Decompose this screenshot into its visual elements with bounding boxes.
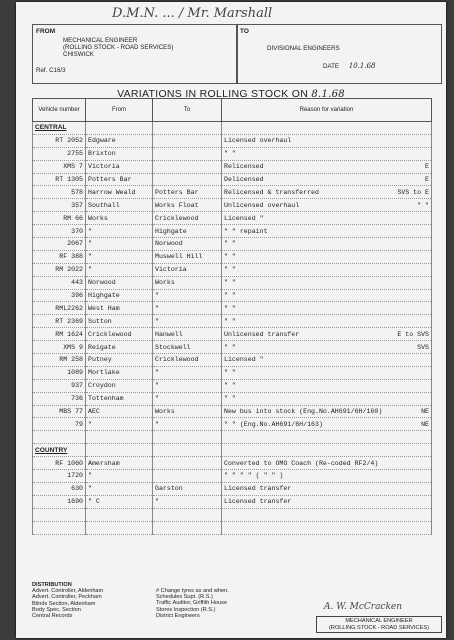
cell-reason [222, 431, 432, 444]
reason-text: Unlicensed transfer [224, 330, 300, 338]
cell-to: Potters Bar [153, 186, 222, 199]
signature-stamp [316, 616, 442, 633]
cell-from: Highgate [86, 289, 153, 302]
cell-to: Norwood [153, 238, 222, 251]
distribution-entry: # Change tyres as and when. [156, 588, 229, 594]
garage-note: E [425, 163, 429, 171]
date-label: DATE [323, 63, 340, 70]
reason-text: Licensed transfer [224, 485, 292, 493]
cell-vehicle: COUNTRY [33, 444, 86, 457]
cell-vehicle: 2067 [33, 238, 86, 251]
garage-note: NE [421, 408, 429, 416]
header-reason: Reason for variation [222, 99, 432, 122]
date-block [323, 63, 376, 70]
cell-vehicle: 396 [33, 289, 86, 302]
table-row [33, 225, 432, 238]
cell-to: Muswell Hill [153, 250, 222, 263]
cell-reason [222, 354, 432, 367]
table-row [33, 366, 432, 379]
reason-text: " " [224, 150, 236, 158]
from-line-1: MECHANICAL ENGINEER [63, 37, 138, 44]
cell-from: Works [86, 212, 153, 225]
reason-text: " " [224, 279, 236, 287]
cell-reason [222, 521, 432, 534]
cell-to: Works [153, 276, 222, 289]
header-vehicle: Vehicle number [33, 99, 86, 122]
table-row [33, 508, 432, 521]
cell-vehicle: CENTRAL [33, 122, 86, 135]
reason-text: Licensed " [224, 356, 264, 364]
table-row [33, 147, 432, 160]
cell-reason [222, 470, 432, 483]
section-row [33, 122, 432, 135]
table-row [33, 521, 432, 534]
cell-reason [222, 238, 432, 251]
variations-table [32, 98, 432, 535]
from-label: FROM [36, 28, 56, 35]
cell-vehicle: 736 [33, 392, 86, 405]
table-row [33, 302, 432, 315]
reason-text: Converted to OMO Coach (Re-coded RF2/4) [224, 459, 379, 467]
table-row [33, 392, 432, 405]
cell-to: " [153, 315, 222, 328]
distribution-entry: Central Records [32, 613, 73, 620]
table-row [33, 263, 432, 276]
section-row [33, 444, 432, 457]
reason-text: " " [224, 395, 236, 403]
cell-vehicle: 1690 [33, 495, 86, 508]
cell-vehicle: RF 388 [33, 250, 86, 263]
table-row [33, 328, 432, 341]
cell-to: " [153, 495, 222, 508]
table-row [33, 418, 432, 431]
distribution-entry: Body Spec. Section [32, 606, 81, 613]
table-row [33, 495, 432, 508]
cell-vehicle: XMS 9 [33, 341, 86, 354]
cell-reason [222, 457, 432, 470]
cell-from: Norwood [86, 276, 153, 289]
cell-from: Brixton [86, 147, 153, 160]
stamp-line-2: (ROLLING STOCK - ROAD SERVICES) [329, 624, 429, 631]
cell-vehicle: 937 [33, 379, 86, 392]
cell-from: Southall [86, 199, 153, 212]
to-label: TO [240, 28, 249, 35]
cell-vehicle: RF 1060 [33, 457, 86, 470]
garage-note: SVS to E [397, 188, 429, 196]
cell-vehicle: XMS 7 [33, 160, 86, 173]
document-sheet [16, 2, 446, 638]
distribution-entry: District Engineers [156, 612, 200, 619]
reason-text: " " " " ( " " ) [224, 472, 284, 480]
cell-to: " [153, 418, 222, 431]
table-header [33, 99, 432, 122]
cell-from [86, 444, 153, 457]
garage-note: NE [421, 420, 429, 428]
table-row [33, 160, 432, 173]
table-row [33, 379, 432, 392]
cell-vehicle: 2755 [33, 147, 86, 160]
cell-vehicle: 578 [33, 186, 86, 199]
table-row [33, 212, 432, 225]
title-text: VARIATIONS IN ROLLING STOCK ON [117, 88, 309, 100]
table-body [33, 122, 432, 535]
cell-to [153, 508, 222, 521]
table-row [33, 470, 432, 483]
table-row [33, 431, 432, 444]
cell-vehicle [33, 508, 86, 521]
cell-vehicle: RT 2052 [33, 134, 86, 147]
cell-from [86, 122, 153, 135]
cell-reason [222, 199, 432, 212]
cell-to [153, 521, 222, 534]
cell-vehicle: RM 258 [33, 354, 86, 367]
table-row [33, 354, 432, 367]
cell-vehicle: 630 [33, 482, 86, 495]
garage-note: " " [417, 201, 429, 209]
reason-text: Delicensed [224, 176, 264, 183]
reason-text: " " [224, 343, 236, 351]
table-row [33, 341, 432, 354]
distribution-entry: Advert. Controller, Aldenham [32, 588, 104, 595]
reason-text: " " [224, 292, 236, 300]
cell-vehicle: 357 [33, 199, 86, 212]
reason-text: " " [224, 266, 236, 274]
reference: Ref. C16/3 [36, 67, 66, 74]
cell-to: " [153, 302, 222, 315]
cell-from [86, 521, 153, 534]
cell-reason [222, 328, 432, 341]
table-row [33, 173, 432, 186]
cell-to: Works [153, 405, 222, 418]
title-date: 8.1.68 [311, 89, 345, 100]
cell-vehicle: 79 [33, 418, 86, 431]
signature: A. W. McCracken [324, 602, 403, 612]
cell-from: Sutton [86, 315, 153, 328]
recipient: DIVISIONAL ENGINEERS [267, 45, 340, 52]
cell-from: Harrow Weald [86, 186, 153, 199]
table-row [33, 482, 432, 495]
cell-from: " [86, 418, 153, 431]
reason-text: Relicensed & transferred [224, 188, 319, 196]
distribution-entry: Stores Inspection (R.S.) [156, 606, 216, 613]
cell-reason [222, 147, 432, 160]
reason-text: " " [224, 369, 236, 377]
cell-from: " [86, 263, 153, 276]
cell-reason [222, 379, 432, 392]
reason-text: " " repaint [224, 227, 268, 235]
cell-to [153, 444, 222, 457]
cell-from: Croydon [86, 379, 153, 392]
cell-to: Cricklewood [153, 354, 222, 367]
reason-text: " " (Eng.No.AH691/6H/163) [224, 420, 323, 428]
table-row [33, 134, 432, 147]
cell-reason [222, 186, 432, 199]
distribution-title: DISTRIBUTION [32, 582, 72, 588]
cell-reason [222, 250, 432, 263]
cell-reason [222, 444, 432, 457]
cell-to: " [153, 366, 222, 379]
table-row [33, 315, 432, 328]
cell-from: West Ham [86, 302, 153, 315]
cell-to [153, 470, 222, 483]
reason-text: Licensed " [224, 214, 264, 222]
cell-to: " [153, 379, 222, 392]
cell-from: " [86, 225, 153, 238]
from-line-2: (ROLLING STOCK - ROAD SERVICES) [63, 44, 174, 51]
reason-text: " " [224, 317, 236, 325]
table-row [33, 457, 432, 470]
cell-from: Tottenham [86, 392, 153, 405]
cell-from [86, 508, 153, 521]
cell-from: Amersham [86, 457, 153, 470]
cell-reason [222, 392, 432, 405]
cell-from [86, 431, 153, 444]
cell-from: Edgware [86, 134, 153, 147]
cell-to: Garston [153, 482, 222, 495]
cell-from: " [86, 250, 153, 263]
cell-reason [222, 225, 432, 238]
cell-to: Stockwell [153, 341, 222, 354]
cell-reason [222, 508, 432, 521]
cell-to: Victoria [153, 263, 222, 276]
header-to: To [153, 99, 222, 122]
cell-reason [222, 366, 432, 379]
reason-text: Relicensed [224, 163, 264, 171]
reason-text: Licensed overhaul [224, 137, 292, 145]
cell-to [153, 160, 222, 173]
cell-from: Mortlake [86, 366, 153, 379]
cell-from: AEC [86, 405, 153, 418]
cell-reason [222, 302, 432, 315]
cell-reason [222, 160, 432, 173]
cell-vehicle: RM 2022 [33, 263, 86, 276]
cell-reason [222, 263, 432, 276]
cell-from: Cricklewood [86, 328, 153, 341]
table-row [33, 250, 432, 263]
garage-note: SVS [417, 343, 429, 351]
reason-text: New bus into stock (Eng.No.AH691/6H/160) [224, 408, 383, 416]
from-box [32, 24, 238, 84]
distribution-list-2 [156, 588, 229, 619]
cell-to: " [153, 392, 222, 405]
cell-reason [222, 495, 432, 508]
cell-vehicle: MBS 77 [33, 405, 86, 418]
cell-to: Works Float [153, 199, 222, 212]
reason-text: Unlicensed overhaul [224, 201, 300, 209]
reason-text: " " [224, 382, 236, 390]
from-line-3: CHISWICK [63, 51, 94, 58]
cell-from: Reigate [86, 341, 153, 354]
cell-from: " [86, 470, 153, 483]
cell-vehicle: 1720 [33, 470, 86, 483]
cell-to: Highgate [153, 225, 222, 238]
distribution-entry: Schedules Supt. (R.S.) [156, 594, 213, 601]
cell-to [153, 457, 222, 470]
cell-reason [222, 212, 432, 225]
cell-reason [222, 276, 432, 289]
cell-vehicle: 443 [33, 276, 86, 289]
cell-from: " [86, 238, 153, 251]
distribution-entry: Advert. Controller, Peckham [32, 594, 102, 601]
header-from: From [86, 99, 153, 122]
table-row [33, 289, 432, 302]
cell-vehicle: RM 1624 [33, 328, 86, 341]
cell-from: " [86, 482, 153, 495]
cell-reason [222, 173, 432, 186]
cell-to: Cricklewood [153, 212, 222, 225]
from-address [63, 37, 173, 58]
date-value: 10.1.68 [348, 62, 376, 70]
stamp-line-1: MECHANICAL ENGINEER [345, 618, 413, 624]
cell-from: " C [86, 495, 153, 508]
cell-reason [222, 418, 432, 431]
cell-reason [222, 134, 432, 147]
cell-to [153, 122, 222, 135]
reason-text: " " [224, 253, 236, 261]
cell-vehicle: RT 1305 [33, 173, 86, 186]
distribution-entry: Blinds Section, Aldenham [32, 600, 96, 607]
reason-text: " " [224, 240, 236, 248]
reason-text: Licensed transfer [224, 498, 292, 506]
cell-to [153, 173, 222, 186]
table-row [33, 238, 432, 251]
cell-reason [222, 405, 432, 418]
cell-from: Potters Bar [86, 173, 153, 186]
distribution-entry: Traffic Auditor, Griffith House [156, 600, 228, 607]
reason-text: " " [224, 304, 236, 312]
garage-note: E [425, 176, 429, 183]
to-box [236, 24, 442, 84]
distribution-list [32, 582, 103, 619]
handwritten-annotation: D.M.N. ... / Mr. Marshall [112, 6, 273, 21]
cell-reason [222, 289, 432, 302]
cell-vehicle [33, 431, 86, 444]
cell-reason [222, 341, 432, 354]
cell-vehicle: RML2262 [33, 302, 86, 315]
cell-reason [222, 482, 432, 495]
table-row [33, 276, 432, 289]
garage-note: E to SVS [397, 330, 429, 338]
cell-vehicle: 1089 [33, 366, 86, 379]
table-row [33, 199, 432, 212]
cell-reason [222, 122, 432, 135]
cell-to [153, 431, 222, 444]
table-row [33, 405, 432, 418]
cell-reason [222, 315, 432, 328]
cell-vehicle: 370 [33, 225, 86, 238]
cell-vehicle: RT 2369 [33, 315, 86, 328]
cell-to: " [153, 289, 222, 302]
cell-vehicle [33, 521, 86, 534]
table-row [33, 186, 432, 199]
cell-vehicle: RM 66 [33, 212, 86, 225]
cell-from: Victoria [86, 160, 153, 173]
cell-to [153, 134, 222, 147]
cell-to [153, 147, 222, 160]
cell-from: Putney [86, 354, 153, 367]
cell-to: Hanwell [153, 328, 222, 341]
